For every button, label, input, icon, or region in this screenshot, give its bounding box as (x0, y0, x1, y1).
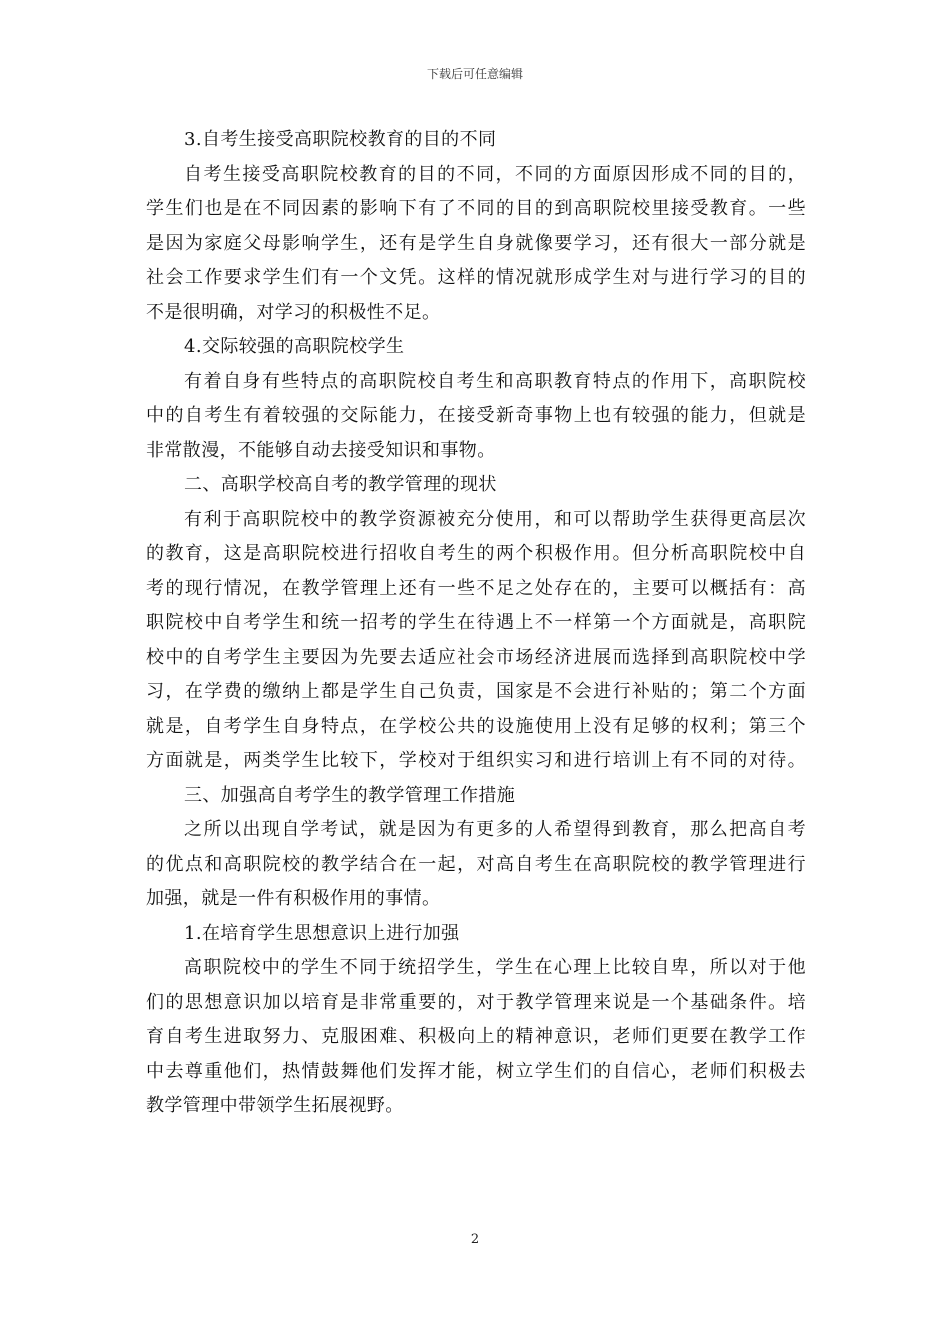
section-heading: 三、加强高自考学生的教学管理工作措施 (184, 784, 516, 806)
paragraph-line: 职院校中自考学生和统一招考的学生在待遇上不一样第一个方面就是，高职院 (146, 612, 806, 633)
paragraph-line: 教学管理中带领学生拓展视野。 (146, 1095, 404, 1116)
document-body (146, 123, 806, 1124)
paragraph-line: 不是很明确，对学习的积极性不足。 (146, 301, 441, 323)
paragraph-line: 的教育，这是高职院校进行招收自考生的两个积极作用。但分析高职院校中自 (146, 543, 806, 564)
paragraph-line: 育自考生进取努力、克服困难、积极向上的精神意识，老师们更要在教学工作 (146, 1026, 806, 1047)
paragraph-line: 是因为家庭父母影响学生，还有是学生自身就像要学习，还有很大一部分就是 (146, 232, 806, 254)
paragraph-line: 就是，自考学生自身特点，在学校公共的设施使用上没有足够的权利；第三个 (146, 715, 806, 737)
paragraph-line: 有利于高职院校中的教学资源被充分使用，和可以帮助学生获得更高层次 (184, 508, 806, 530)
paragraph-line: 非常散漫，不能够自动去接受知识和事物。 (146, 439, 496, 461)
section-heading: 4.交际较强的高职院校学生 (184, 336, 405, 357)
paragraph-line: 习，在学费的缴纳上都是学生自己负责，国家是不会进行补贴的；第二个方面 (146, 681, 806, 702)
paragraph-line: 方面就是，两类学生比较下，学校对于组织实习和进行培训上有不同的对待。 (146, 750, 806, 771)
paragraph-line: 加强，就是一件有积极作用的事情。 (146, 888, 441, 909)
paragraph-line: 有着自身有些特点的高职院校自考生和高职教育特点的作用下，高职院校 (184, 370, 806, 392)
paragraph-line: 之所以出现自学考试，就是因为有更多的人希望得到教育，那么把高自考 (184, 819, 806, 840)
paragraph-line: 的优点和高职院校的教学结合在一起，对高自考生在高职院校的教学管理进行 (146, 853, 806, 875)
page-header: 下载后可任意编辑 (426, 67, 523, 81)
paragraph-line: 中的自考生有着较强的交际能力，在接受新奇事物上也有较强的能力，但就是 (146, 405, 806, 426)
paragraph-line: 考的现行情况，在教学管理上还有一些不足之处存在的，主要可以概括有：高 (146, 577, 806, 599)
section-heading: 1.在培育学生思想意识上进行加强 (184, 922, 460, 944)
paragraph-line: 社会工作要求学生们有一个文凭。这样的情况就形成学生对与进行学习的目的 (146, 267, 806, 288)
paragraph-line: 们的思想意识加以培育是非常重要的，对于教学管理来说是一个基础条件。培 (146, 991, 806, 1013)
paragraph-line: 高职院校中的学生不同于统招学生，学生在心理上比较自卑，所以对于他 (184, 957, 806, 978)
section-heading: 二、高职学校高自考的教学管理的现状 (184, 474, 497, 495)
paragraph-line: 中去尊重他们，热情鼓舞他们发挥才能，树立学生们的自信心，老师们积极去 (146, 1060, 806, 1082)
section-heading: 3.自考生接受高职院校教育的目的不同 (184, 129, 497, 150)
paragraph-line: 学生们也是在不同因素的影响下有了不同的目的到高职院校里接受教育。一些 (146, 198, 806, 219)
paragraph-line: 自考生接受高职院校教育的目的不同，不同的方面原因形成不同的目的， (184, 163, 806, 185)
paragraph-line: 校中的自考学生主要因为先要去适应社会市场经济进展而选择到高职院校中学 (146, 646, 806, 668)
page-number: 2 (470, 1232, 480, 1247)
